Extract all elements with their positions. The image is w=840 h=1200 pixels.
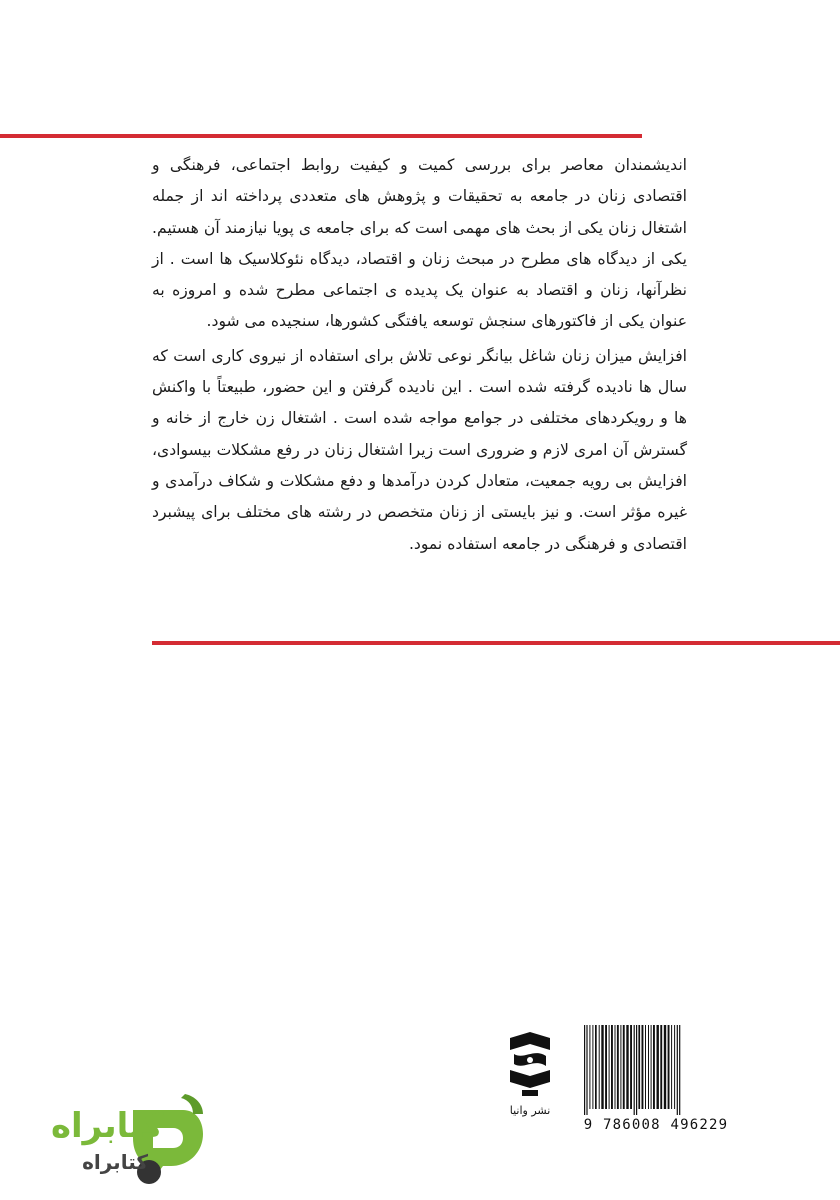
barcode-bar	[636, 1025, 637, 1115]
barcode-bar	[651, 1025, 652, 1109]
barcode-bar	[677, 1025, 678, 1115]
barcode-bar	[630, 1025, 632, 1109]
top-red-rule	[0, 134, 642, 138]
barcode-bar	[617, 1025, 619, 1109]
barcode-bar	[595, 1025, 597, 1109]
barcode-bar	[679, 1025, 680, 1115]
barcode-bar	[642, 1025, 644, 1109]
barcode-bar	[623, 1025, 625, 1109]
barcode-bar	[671, 1025, 672, 1109]
barcode-number: 9 786008 496229	[583, 1117, 729, 1133]
barcode-bar	[615, 1025, 616, 1109]
barcode-bar	[668, 1025, 670, 1109]
watermark-brand: کتابراه	[50, 1106, 163, 1146]
barcode-bar	[601, 1025, 603, 1109]
paragraph-1: اندیشمندان معاصر برای بررسی کمیت و کیفیت روابط اجتماعی، فرهنگی و اقتصادی زنان در جامعه به تحقیقات و پژوهش های متعددی پرداخته اند از جمله اشتغال زنان یکی از بحث های مهمی است که برای جامعه ی پویا نیازمند آن هستیم. یکی از دیدگاه های مطرح در مبحث زنان و اقتصاد، دیدگاه نئوکلاسیک ها است . از نظرآنها، زنان و اقتصاد به عنوان یک پدیده ی اجتماعی مطرح شده و امروزه به عنوان یکی از فاکتورهای سنجش توسعه یافتگی کشورها، سنجیده می شود.	[152, 156, 687, 331]
publisher-name: نشر وانیا	[509, 1104, 551, 1117]
barcode-bar	[611, 1025, 613, 1109]
barcode-bar	[638, 1025, 640, 1109]
barcode-bar	[664, 1025, 666, 1109]
barcode-bar	[586, 1025, 587, 1115]
barcode-bar	[605, 1025, 607, 1109]
barcode-bar	[599, 1025, 600, 1109]
barcode-bar	[653, 1025, 655, 1109]
paragraph-2: افزایش میزان زنان شاغل بیانگر نوعی تلاش برای استفاده از نیروی کاری است که سال ها نادیده گرفته شده است . این نادیده گرفتن و این حضور، طبیعتاً با واکنش ها و رویکردهای مختلفی در جوامع مواجه شده است . اشتغال زن خارج از خانه و گسترش آن امری لازم و ضروری است زیرا اشتغال زنان در رفع مشکلات بیسوادی، افزایش بی رویه جمعیت، متعادل کردن درآمدها و دفع مشکلات و شکاف درآمدی و غیره مؤثر است. و نیز بایستی از زنان متخصص در رشته های مختلف برای پیشبرد اقتصادی و فرهنگی در جامعه استفاده نمود.	[152, 346, 687, 553]
back-cover-text	[152, 150, 687, 560]
watermark-logo	[18, 1090, 218, 1185]
barcode-bar	[634, 1025, 635, 1115]
publisher-logo-icon	[500, 1030, 560, 1098]
barcode-bar	[592, 1025, 593, 1109]
publisher-block	[495, 1030, 565, 1130]
barcode-bar	[645, 1025, 646, 1109]
watermark-brand-small: کتابراه	[82, 1150, 148, 1174]
barcode-bar	[584, 1025, 585, 1115]
barcode-bar	[589, 1025, 590, 1109]
barcode-bar	[657, 1025, 659, 1109]
barcode-bar	[674, 1025, 675, 1109]
barcode-bar	[620, 1025, 621, 1109]
bottom-red-rule	[152, 641, 840, 645]
barcode-bar	[609, 1025, 610, 1109]
barcode-bars	[580, 1023, 732, 1115]
barcode-bar	[626, 1025, 628, 1109]
barcode-bar	[660, 1025, 662, 1109]
barcode-bar	[648, 1025, 649, 1109]
isbn-barcode	[580, 1023, 732, 1135]
